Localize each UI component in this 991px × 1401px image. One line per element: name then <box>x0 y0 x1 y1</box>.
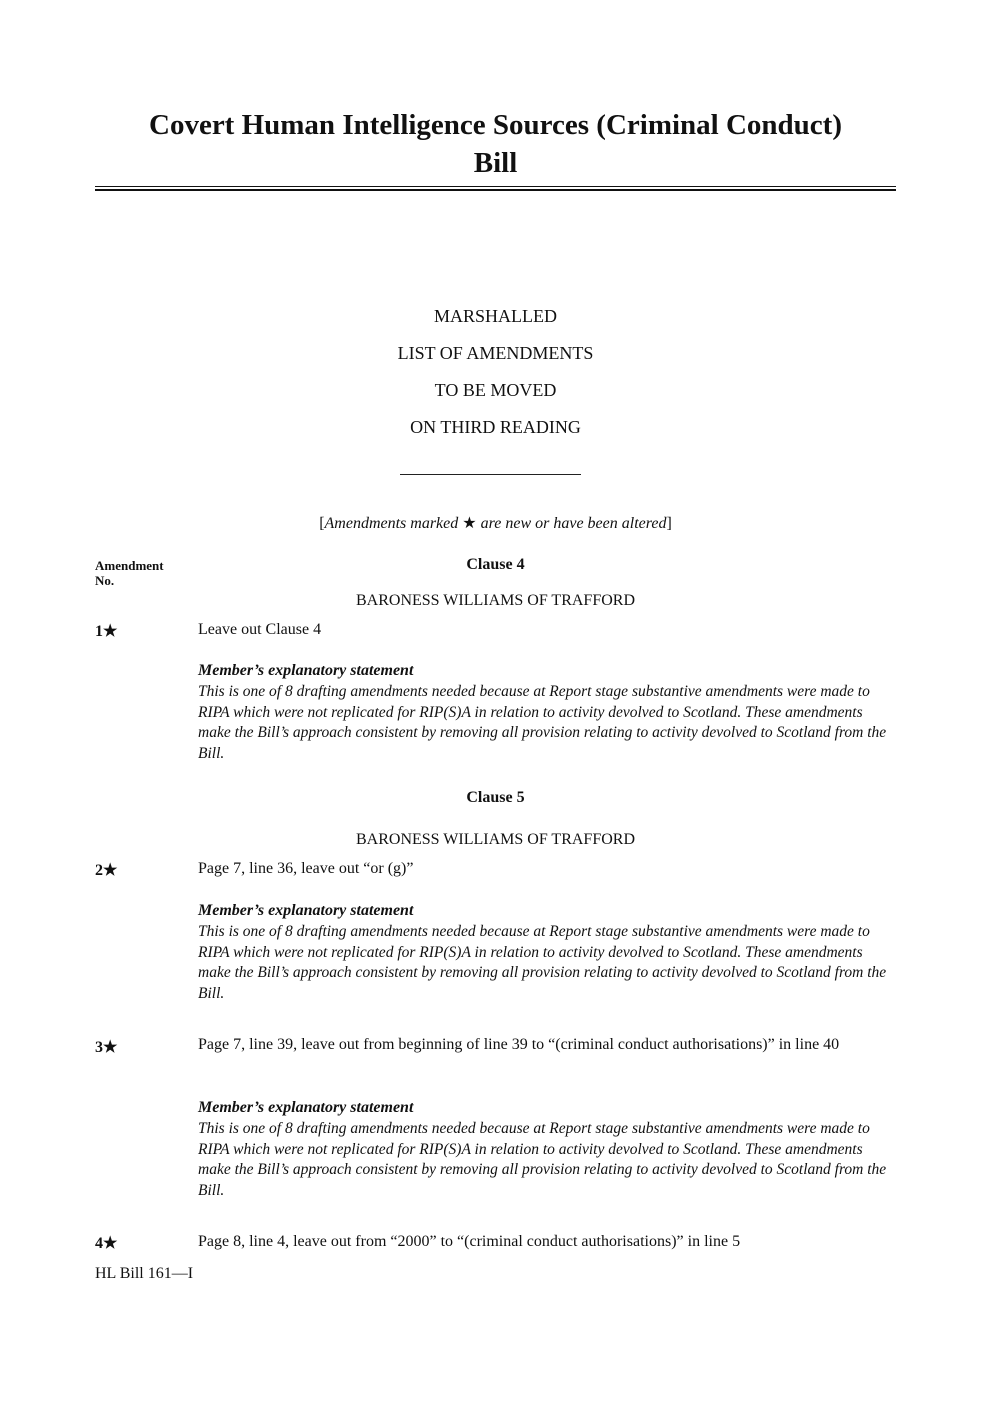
explanatory-statement-title: Member’s explanatory statement <box>198 1099 414 1116</box>
explanatory-statement-body: This is one of 8 drafting amendments needed because at Report stage substantive amendments were made to RIPA which were not replicated for RIP(S)A in relation to activity devolved to Scotland. These amendments make the Bill’s approach consistent by removing all provision relating to activity devolved to Scotland from the Bill. <box>198 923 887 1003</box>
note-bracket-open: [ <box>319 515 325 532</box>
star-icon: ★ <box>462 515 477 532</box>
amendments-note <box>95 513 896 533</box>
explanatory-statement-title: Member’s explanatory statement <box>198 662 414 679</box>
amendment-header-line-2: No. <box>95 573 115 588</box>
heading-divider <box>400 474 581 475</box>
bill-title <box>95 106 896 182</box>
amendment-number: 3★ <box>95 1039 118 1056</box>
note-text-1: Amendments marked <box>324 515 463 532</box>
note-text-2: are new or have been altered <box>476 515 667 532</box>
amendment-header-line-1: Amendment <box>95 558 164 573</box>
bill-title-line-1: Covert Human Intelligence Sources (Criminal Conduct) <box>149 109 842 141</box>
heading-line-1: MARSHALLED <box>433 306 557 326</box>
clause-heading: Clause 5 <box>466 789 525 806</box>
title-rule-thin <box>95 186 896 187</box>
amendment-number: 2★ <box>95 862 118 879</box>
explanatory-statement-body: This is one of 8 drafting amendments needed because at Report stage substantive amendments were made to RIPA which were not replicated for RIP(S)A in relation to activity devolved to Scotland. These amendments make the Bill’s approach consistent by removing all provision relating to activity devolved to Scotland from the Bill. <box>198 683 887 763</box>
bill-reference-footer: HL Bill 161—I <box>95 1265 194 1282</box>
amendment-text: Page 7, line 39, leave out from beginning of line 39 to “(criminal conduct authorisations)” in line 40 <box>198 1036 840 1053</box>
heading-line-2: LIST OF AMENDMENTS <box>397 343 594 363</box>
title-rule-thick <box>95 189 896 191</box>
bill-title-line-2: Bill <box>473 147 518 179</box>
mover-name: BARONESS WILLIAMS OF TRAFFORD <box>355 831 635 848</box>
amendment-number: 4★ <box>95 1235 118 1252</box>
explanatory-statement-title: Member’s explanatory statement <box>198 902 414 919</box>
amendment-text: Page 8, line 4, leave out from “2000” to “(criminal conduct authorisations)” in line 5 <box>198 1233 741 1250</box>
heading-line-3: TO BE MOVED <box>434 380 557 400</box>
heading-line-4: ON THIRD READING <box>410 417 581 437</box>
amendment-text: Leave out Clause 4 <box>198 621 322 638</box>
amendment-text: Page 7, line 36, leave out “or (g)” <box>198 860 414 877</box>
mover-name: BARONESS WILLIAMS OF TRAFFORD <box>355 592 635 609</box>
note-bracket-close: ] <box>666 515 672 532</box>
clause-heading: Clause 4 <box>466 556 525 573</box>
explanatory-statement-body: This is one of 8 drafting amendments needed because at Report stage substantive amendments were made to RIPA which were not replicated for RIP(S)A in relation to activity devolved to Scotland. These amendments make the Bill’s approach consistent by removing all provision relating to activity devolved to Scotland from the Bill. <box>198 1120 887 1200</box>
amendment-number: 1★ <box>95 623 118 640</box>
